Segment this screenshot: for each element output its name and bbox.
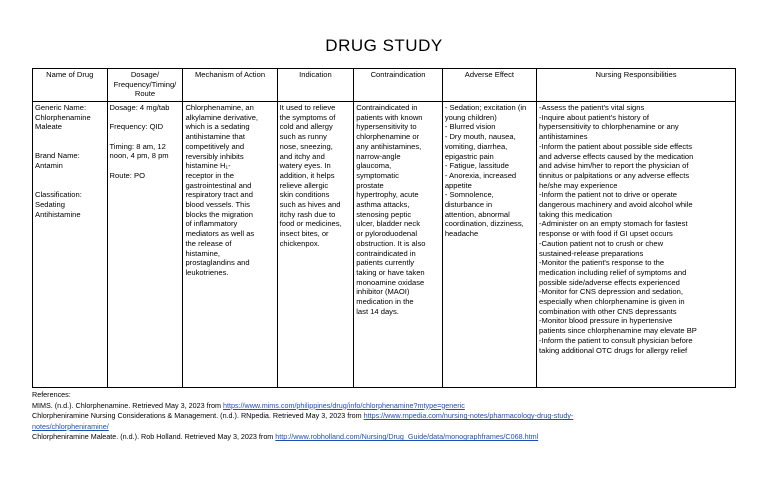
cell-line: Brand Name:	[35, 151, 80, 161]
cell-line: disturbance in	[444, 200, 493, 210]
cell-line: food or medicines,	[279, 219, 342, 229]
reference-1-link[interactable]: https://www.mims.com/philippines/drug/info/chlorphenamine?mtype=generic	[222, 400, 465, 410]
cell-line: or pyloroduodenal	[356, 229, 418, 239]
cell-line: attention, abnormal	[444, 209, 510, 219]
cell-line: hypertrophy, acute	[356, 190, 419, 200]
cell-line: - Fatigue, lassitude	[444, 161, 509, 171]
cell-line: alkylamine derivative,	[185, 112, 259, 122]
cell-line: asthma attacks,	[356, 200, 410, 210]
table-row	[33, 102, 736, 388]
cell-line: skin conditions	[279, 190, 330, 200]
cell-line: Maleate	[35, 122, 63, 132]
cell-line: response or with food if GI upset occurs	[539, 229, 673, 239]
cell-line: the symptoms of	[279, 112, 336, 122]
reference-2-text: Chlorpheniramine Nursing Considerations & Management. (n.d.). RNpedia. Retrieved May 3, 2023 from	[32, 411, 364, 421]
cell-line: and advise him/her to report the physician of	[539, 161, 689, 171]
cell-line: medication in the	[356, 297, 414, 307]
cell-line: blood vessels. This	[185, 200, 250, 210]
cell-line: narrow-angle	[356, 151, 401, 161]
cell-line: Frequency: QID	[109, 122, 164, 132]
cell-line: such as hives and	[279, 200, 341, 210]
cell-line: Antihistamine	[35, 209, 81, 219]
cell-line: coordination, dizziness,	[444, 219, 524, 229]
cell-line: receptor in the	[185, 170, 234, 180]
cell-line: noon, 4 pm, 8 pm	[109, 151, 169, 161]
cell-line: tinnitus or palpitations or any adverse effects	[539, 170, 690, 180]
cell-line: the release of	[185, 238, 232, 248]
cell-line: watery eyes. In	[279, 161, 331, 171]
cell-line: - Somnolence,	[444, 190, 494, 200]
reference-3-text: Chlorpheniramine Maleate. (n.d.). Rob Holland. Retrieved May 3, 2023 from	[32, 432, 276, 442]
header-contraindication: Contraindication	[354, 69, 443, 102]
cell-adverse-effect	[442, 102, 536, 388]
cell-line: stenosing peptic	[356, 209, 412, 219]
cell-line: epigastric pain	[444, 151, 494, 161]
cell-line: hypersensitivity to	[356, 122, 417, 132]
cell-line: histamine H₁-	[185, 161, 231, 171]
cell-line: respiratory tract and	[185, 190, 253, 200]
cell-line: -Monitor for CNS depression and sedation,	[539, 287, 683, 297]
cell-contraindication	[354, 102, 443, 388]
cell-line	[110, 113, 181, 123]
cell-line: Chlorphenamine	[35, 112, 91, 122]
cell-line: Sedating	[35, 199, 65, 209]
cell-line: -Monitor blood pressure in hypertensive	[539, 316, 673, 326]
reference-1-text: MIMS. (n.d.). Chlorphenamine. Retrieved May 3, 2023 from	[32, 400, 223, 410]
header-mechanism: Mechanism of Action	[183, 69, 277, 102]
cell-line: chlorphenamine or	[356, 132, 420, 142]
reference-3	[32, 432, 752, 443]
reference-1	[32, 401, 752, 412]
cell-line: -Inform the patient not to drive or operate	[539, 190, 678, 200]
header-indication: Indication	[277, 69, 354, 102]
cell-line: and adverse effects caused by the medication	[539, 151, 694, 161]
cell-line: Chlorphenamine, an	[185, 103, 254, 112]
cell-line	[35, 181, 105, 191]
cell-line: last 14 days.	[356, 306, 399, 316]
cell-line: glaucoma,	[356, 161, 392, 171]
cell-line: Generic Name:	[35, 103, 87, 112]
reference-2	[32, 411, 752, 422]
cell-line: such as runny	[279, 132, 327, 142]
cell-line: Route: PO	[109, 170, 145, 180]
cell-line: headache	[444, 229, 479, 239]
header-nursing-responsibilities: Nursing Responsibilities	[537, 69, 736, 102]
cell-line: It used to relieve	[279, 103, 336, 112]
cell-line: antihistamines	[539, 132, 588, 142]
cell-line: ulcer, bladder neck	[356, 219, 420, 229]
cell-line: itchy rash due to	[279, 209, 336, 219]
cell-line: monoamine oxidase	[356, 277, 425, 287]
header-dosage: Dosage/ Frequency/Timing/ Route	[107, 69, 183, 102]
cell-line: patients currently	[356, 258, 415, 268]
cell-indication	[277, 102, 354, 388]
cell-line: gastrointestinal and	[185, 180, 252, 190]
cell-line: -Caution patient not to crush or chew	[539, 238, 664, 248]
cell-line: reversibly inhibits	[185, 151, 244, 161]
cell-line: medication including relief of symptoms and	[539, 267, 687, 277]
cell-line: patients with known	[356, 112, 423, 122]
cell-line: - Sedation; excitation (in	[444, 103, 527, 112]
cell-line: nose, sneezing,	[279, 141, 333, 151]
cell-line: - Dry mouth, nausea,	[444, 132, 516, 142]
cell-line: mediators as well as	[185, 229, 255, 239]
cell-name-of-drug	[33, 102, 108, 388]
cell-line: prostate	[356, 180, 384, 190]
cell-line: insect bites, or	[279, 229, 329, 239]
cell-line: possible side/adverse effects experienced	[539, 277, 680, 287]
references-heading: References:	[32, 390, 71, 399]
cell-line: -Inquire about patient's history of	[539, 112, 649, 122]
cell-line	[35, 132, 105, 142]
cell-line	[110, 161, 181, 171]
reference-2-link-continued[interactable]: notes/chlorpheniramine/	[32, 421, 109, 431]
table-header-row	[33, 69, 736, 102]
reference-3-link[interactable]: http://www.robholland.com/Nursing/Drug_Guide/data/monographframes/C068.html	[275, 432, 539, 442]
cell-line: Classification:	[35, 190, 82, 200]
cell-line: competitively and	[185, 141, 245, 151]
cell-line: antihistamine that	[185, 132, 245, 142]
document-title: DRUG STUDY	[325, 36, 443, 55]
cell-line: any antihistamines,	[356, 141, 422, 151]
cell-line: prostaglandins and	[185, 258, 250, 268]
cell-line: obstruction. It is also	[356, 238, 426, 248]
cell-line: Contraindicated in	[356, 103, 418, 112]
cell-line: he/she may experience	[539, 180, 618, 190]
cell-line: Antamin	[35, 161, 63, 171]
cell-line: of inflammatory	[185, 219, 238, 229]
cell-line: young children)	[444, 112, 497, 122]
cell-line: addition, it helps	[279, 170, 335, 180]
cell-line: blocks the migration	[185, 209, 253, 219]
cell-line: cold and allergy	[279, 122, 333, 132]
cell-line: especially when chlorphenamine is given in	[539, 297, 685, 307]
cell-line: -Inform the patient to consult physician before	[539, 335, 693, 345]
drug-study-table	[32, 68, 736, 388]
cell-line: appetite	[444, 180, 472, 190]
header-adverse-effect: Adverse Effect	[442, 69, 536, 102]
cell-nursing-responsibilities	[537, 102, 736, 388]
cell-line: sustained-release preparations	[539, 248, 644, 258]
cell-line: Dosage: 4 mg/tab	[109, 103, 170, 112]
cell-line	[35, 142, 105, 152]
cell-line: contraindicated in	[356, 248, 416, 258]
references-section	[32, 390, 752, 443]
cell-line: - Anorexia, increased	[444, 170, 517, 180]
cell-line: histamine,	[185, 248, 221, 258]
cell-line: -Inform the patient about possible side effects	[539, 141, 693, 151]
cell-line: -Monitor the patient's response to the	[539, 258, 665, 268]
cell-mechanism	[183, 102, 277, 388]
cell-line: -Assess the patient's vital signs	[539, 103, 645, 112]
cell-line: Timing: 8 am, 12	[109, 141, 166, 151]
cell-line: chickenpox.	[279, 238, 320, 248]
cell-line	[110, 132, 181, 142]
cell-line: vomiting, diarrhea,	[444, 141, 508, 151]
cell-line: which is a sedating	[185, 122, 250, 132]
cell-line	[35, 171, 105, 181]
cell-line: symptomatic	[356, 170, 399, 180]
cell-line: hypersensitivity to chlorphenamine or any	[539, 122, 679, 132]
cell-line: -Administer on an empty stomach for fastest	[539, 219, 688, 229]
cell-line: taking this medication	[539, 209, 613, 219]
reference-2-link[interactable]: https://www.rnpedia.com/nursing-notes/pharmacology-drug-study-	[363, 411, 574, 421]
reference-2-continued	[32, 422, 752, 433]
cell-line: combination with other CNS depressants	[539, 306, 677, 316]
header-name-of-drug: Name of Drug	[33, 69, 108, 102]
cell-line: - Blurred vision	[444, 122, 496, 132]
cell-line: patients since chlorphenamine may elevate BP	[539, 326, 697, 336]
cell-line: inhibitor (MAOI)	[356, 287, 410, 297]
cell-line: taking or have taken	[356, 267, 425, 277]
cell-line: leukotrienes.	[185, 267, 229, 277]
cell-line: taking additional OTC drugs for allergy relief	[539, 345, 688, 355]
cell-line: relieve allergic	[279, 180, 329, 190]
cell-line: and itchy and	[279, 151, 325, 161]
cell-line: dangerous machinery and avoid alcohol while	[539, 200, 693, 210]
cell-dosage	[107, 102, 183, 388]
